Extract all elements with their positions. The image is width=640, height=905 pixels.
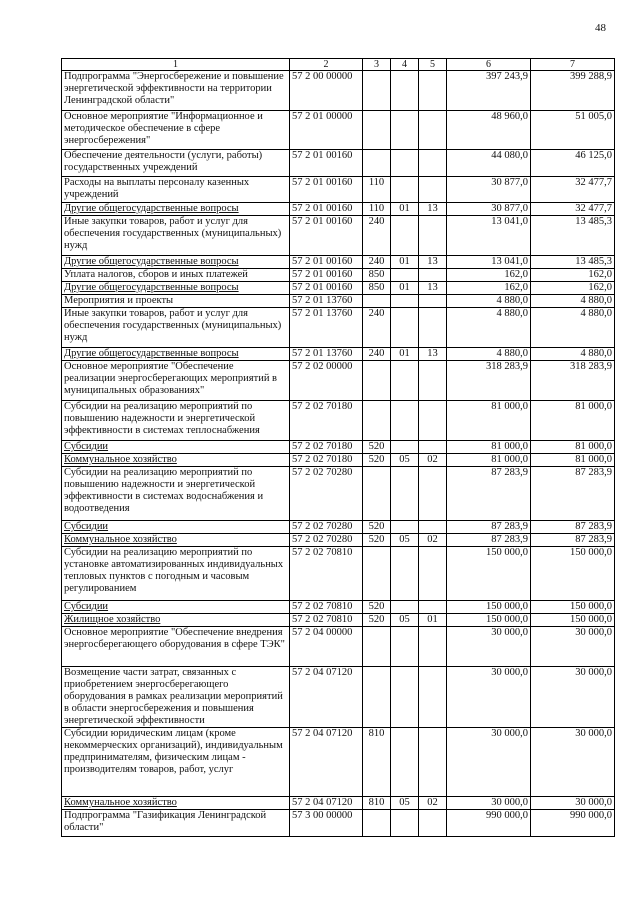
row-code: 57 2 04 07120	[290, 797, 363, 810]
row-name: Другие общегосударственные вопросы	[62, 282, 290, 295]
table-row	[62, 534, 615, 547]
table-row	[62, 177, 615, 203]
row-subsection	[419, 150, 447, 177]
budget-table	[61, 58, 615, 837]
row-expense-type: 520	[363, 534, 391, 547]
row-expense-type: 520	[363, 601, 391, 614]
row-amount-year-2: 46 125,0	[531, 150, 615, 177]
row-amount-year-1: 150 000,0	[447, 547, 531, 601]
table-row	[62, 547, 615, 601]
row-section: 01	[391, 282, 419, 295]
row-amount-year-2: 150 000,0	[531, 614, 615, 627]
row-section	[391, 728, 419, 797]
table-row	[62, 295, 615, 308]
row-name: Иные закупки товаров, работ и услуг для обеспечения государственных (муниципальных) нужд	[62, 308, 290, 348]
row-amount-year-1: 162,0	[447, 269, 531, 282]
row-amount-year-2: 399 288,9	[531, 71, 615, 111]
row-name: Субсидии на реализацию мероприятий по повышению надежности и энергетической эффективности в системах теплоснабжения	[62, 401, 290, 441]
row-amount-year-2: 150 000,0	[531, 547, 615, 601]
row-code: 57 2 02 70180	[290, 454, 363, 467]
row-name: Расходы на выплаты персоналу казенных учреждений	[62, 177, 290, 203]
row-amount-year-2: 150 000,0	[531, 601, 615, 614]
row-name: Субсидии	[62, 441, 290, 454]
table-row	[62, 797, 615, 810]
table-row	[62, 256, 615, 269]
row-name: Другие общегосударственные вопросы	[62, 348, 290, 361]
row-code: 57 2 01 00160	[290, 203, 363, 216]
row-code: 57 2 02 70180	[290, 401, 363, 441]
row-amount-year-2: 162,0	[531, 269, 615, 282]
row-name: Возмещение части затрат, связанных с приобретением энергосберегающего оборудования в рамках реализации мероприятий в области энергосбережения и повышения энергетической эффективности	[62, 667, 290, 728]
row-section: 01	[391, 256, 419, 269]
row-subsection	[419, 627, 447, 667]
row-expense-type	[363, 361, 391, 401]
page-number: 48	[595, 22, 606, 34]
row-amount-year-1: 30 877,0	[447, 203, 531, 216]
row-amount-year-2: 30 000,0	[531, 728, 615, 797]
row-amount-year-2: 4 880,0	[531, 295, 615, 308]
row-section: 05	[391, 797, 419, 810]
row-section	[391, 627, 419, 667]
table-row	[62, 441, 615, 454]
row-amount-year-2: 32 477,7	[531, 203, 615, 216]
header-col-3: 3	[363, 59, 391, 71]
table-row	[62, 111, 615, 150]
row-amount-year-2: 13 485,3	[531, 216, 615, 256]
row-subsection: 13	[419, 203, 447, 216]
row-subsection: 02	[419, 454, 447, 467]
row-name: Коммунальное хозяйство	[62, 797, 290, 810]
row-subsection	[419, 71, 447, 111]
table-row	[62, 348, 615, 361]
row-code: 57 2 02 70280	[290, 467, 363, 521]
table-row	[62, 454, 615, 467]
table-row	[62, 203, 615, 216]
row-name: Подпрограмма "Газификация Ленинградской области"	[62, 810, 290, 837]
row-code: 57 2 02 70810	[290, 547, 363, 601]
row-amount-year-1: 81 000,0	[447, 441, 531, 454]
row-code: 57 2 02 70180	[290, 441, 363, 454]
row-code: 57 2 01 00160	[290, 256, 363, 269]
row-code: 57 2 01 00160	[290, 216, 363, 256]
row-section	[391, 401, 419, 441]
row-expense-type	[363, 71, 391, 111]
row-expense-type: 240	[363, 216, 391, 256]
row-code: 57 2 01 00160	[290, 282, 363, 295]
row-amount-year-2: 30 000,0	[531, 627, 615, 667]
table-row	[62, 308, 615, 348]
row-expense-type: 810	[363, 797, 391, 810]
row-section	[391, 111, 419, 150]
row-amount-year-1: 4 880,0	[447, 308, 531, 348]
row-expense-type	[363, 150, 391, 177]
row-subsection	[419, 728, 447, 797]
row-code: 57 2 01 00160	[290, 150, 363, 177]
row-section	[391, 810, 419, 837]
row-expense-type: 850	[363, 282, 391, 295]
row-subsection	[419, 401, 447, 441]
row-name: Обеспечение деятельности (услуги, работы) государственных учреждений	[62, 150, 290, 177]
row-section	[391, 521, 419, 534]
row-amount-year-2: 318 283,9	[531, 361, 615, 401]
row-name: Субсидии на реализацию мероприятий по установке автоматизированных индивидуальных тепловых пунктов с погодным и часовым регулированием	[62, 547, 290, 601]
row-section	[391, 467, 419, 521]
row-section	[391, 308, 419, 348]
header-col-6: 6	[447, 59, 531, 71]
header-row	[62, 59, 615, 71]
row-amount-year-1: 81 000,0	[447, 454, 531, 467]
table-row	[62, 216, 615, 256]
row-expense-type	[363, 810, 391, 837]
row-amount-year-1: 30 000,0	[447, 627, 531, 667]
header-col-7: 7	[531, 59, 615, 71]
row-section	[391, 71, 419, 111]
table-row	[62, 282, 615, 295]
table-row	[62, 810, 615, 837]
row-code: 57 2 02 70810	[290, 601, 363, 614]
row-name: Субсидии на реализацию мероприятий по повышению надежности и энергетической эффективности в системах водоснабжения и водоотведения	[62, 467, 290, 521]
row-expense-type: 520	[363, 441, 391, 454]
row-section	[391, 441, 419, 454]
row-amount-year-1: 13 041,0	[447, 256, 531, 269]
row-expense-type: 520	[363, 521, 391, 534]
row-code: 57 2 02 70280	[290, 521, 363, 534]
row-amount-year-2: 13 485,3	[531, 256, 615, 269]
row-amount-year-1: 30 000,0	[447, 667, 531, 728]
row-section	[391, 547, 419, 601]
row-section	[391, 295, 419, 308]
row-section: 05	[391, 534, 419, 547]
row-amount-year-1: 81 000,0	[447, 401, 531, 441]
row-amount-year-1: 30 877,0	[447, 177, 531, 203]
row-expense-type: 850	[363, 269, 391, 282]
row-name: Мероприятия и проекты	[62, 295, 290, 308]
row-amount-year-2: 87 283,9	[531, 534, 615, 547]
row-subsection	[419, 441, 447, 454]
row-section	[391, 216, 419, 256]
row-amount-year-1: 4 880,0	[447, 295, 531, 308]
row-amount-year-1: 318 283,9	[447, 361, 531, 401]
table-row	[62, 728, 615, 797]
row-name: Субсидии	[62, 521, 290, 534]
row-amount-year-1: 4 880,0	[447, 348, 531, 361]
row-section	[391, 150, 419, 177]
row-code: 57 2 01 00160	[290, 177, 363, 203]
row-subsection	[419, 601, 447, 614]
header-col-1: 1	[62, 59, 290, 71]
row-code: 57 2 02 70280	[290, 534, 363, 547]
row-code: 57 2 04 07120	[290, 728, 363, 797]
table-row	[62, 150, 615, 177]
row-code: 57 2 02 00000	[290, 361, 363, 401]
row-expense-type: 240	[363, 308, 391, 348]
row-section: 01	[391, 348, 419, 361]
table-row	[62, 627, 615, 667]
row-amount-year-2: 30 000,0	[531, 667, 615, 728]
row-section: 01	[391, 203, 419, 216]
row-expense-type	[363, 295, 391, 308]
header-col-4: 4	[391, 59, 419, 71]
row-subsection	[419, 111, 447, 150]
row-name: Подпрограмма "Энергосбережение и повышение энергетической эффективности на территории Ленинградской области"	[62, 71, 290, 111]
row-code: 57 2 02 70810	[290, 614, 363, 627]
row-name: Основное мероприятие "Обеспечение реализации энергосберегающих мероприятий в муниципальных образованиях"	[62, 361, 290, 401]
row-code: 57 2 01 13760	[290, 348, 363, 361]
row-amount-year-1: 30 000,0	[447, 797, 531, 810]
row-name: Субсидии	[62, 601, 290, 614]
row-amount-year-1: 87 283,9	[447, 467, 531, 521]
row-code: 57 2 01 13760	[290, 308, 363, 348]
row-subsection: 02	[419, 534, 447, 547]
row-amount-year-2: 81 000,0	[531, 401, 615, 441]
row-expense-type: 110	[363, 203, 391, 216]
row-subsection	[419, 467, 447, 521]
row-amount-year-2: 81 000,0	[531, 441, 615, 454]
row-name: Другие общегосударственные вопросы	[62, 256, 290, 269]
table-row	[62, 269, 615, 282]
row-code: 57 2 04 07120	[290, 667, 363, 728]
row-name: Другие общегосударственные вопросы	[62, 203, 290, 216]
row-code: 57 2 01 00000	[290, 111, 363, 150]
row-name: Уплата налогов, сборов и иных платежей	[62, 269, 290, 282]
row-expense-type: 520	[363, 454, 391, 467]
row-amount-year-1: 990 000,0	[447, 810, 531, 837]
table-row	[62, 601, 615, 614]
row-subsection	[419, 295, 447, 308]
row-amount-year-1: 30 000,0	[447, 728, 531, 797]
row-subsection	[419, 521, 447, 534]
row-amount-year-2: 162,0	[531, 282, 615, 295]
row-amount-year-2: 87 283,9	[531, 521, 615, 534]
row-name: Основное мероприятие "Информационное и методическое обеспечение в сфере энергосбережения"	[62, 111, 290, 150]
row-amount-year-1: 150 000,0	[447, 614, 531, 627]
header-col-2: 2	[290, 59, 363, 71]
row-subsection	[419, 547, 447, 601]
row-subsection	[419, 269, 447, 282]
row-amount-year-1: 162,0	[447, 282, 531, 295]
row-expense-type: 810	[363, 728, 391, 797]
row-amount-year-1: 87 283,9	[447, 534, 531, 547]
table-row	[62, 467, 615, 521]
table-row	[62, 401, 615, 441]
table-row	[62, 361, 615, 401]
row-code: 57 3 00 00000	[290, 810, 363, 837]
row-expense-type	[363, 401, 391, 441]
row-amount-year-1: 150 000,0	[447, 601, 531, 614]
row-amount-year-2: 990 000,0	[531, 810, 615, 837]
row-subsection	[419, 667, 447, 728]
row-name: Коммунальное хозяйство	[62, 454, 290, 467]
row-name: Жилищное хозяйство	[62, 614, 290, 627]
row-expense-type: 240	[363, 256, 391, 269]
row-section	[391, 361, 419, 401]
row-amount-year-2: 32 477,7	[531, 177, 615, 203]
row-amount-year-2: 30 000,0	[531, 797, 615, 810]
row-amount-year-1: 87 283,9	[447, 521, 531, 534]
row-amount-year-1: 397 243,9	[447, 71, 531, 111]
row-expense-type	[363, 111, 391, 150]
row-section: 05	[391, 454, 419, 467]
row-subsection: 01	[419, 614, 447, 627]
row-code: 57 2 00 00000	[290, 71, 363, 111]
row-section	[391, 667, 419, 728]
table-row	[62, 71, 615, 111]
row-name: Субсидии юридическим лицам (кроме некоммерческих организаций), индивидуальным предпринимателям, физическим лицам - производителям товаров, работ, услуг	[62, 728, 290, 797]
table-row	[62, 614, 615, 627]
row-subsection: 13	[419, 256, 447, 269]
row-expense-type	[363, 667, 391, 728]
row-subsection	[419, 308, 447, 348]
row-section	[391, 269, 419, 282]
row-name: Коммунальное хозяйство	[62, 534, 290, 547]
row-amount-year-1: 48 960,0	[447, 111, 531, 150]
row-amount-year-1: 13 041,0	[447, 216, 531, 256]
row-amount-year-2: 51 005,0	[531, 111, 615, 150]
row-code: 57 2 01 00160	[290, 269, 363, 282]
row-expense-type: 520	[363, 614, 391, 627]
row-amount-year-2: 4 880,0	[531, 348, 615, 361]
row-expense-type: 110	[363, 177, 391, 203]
row-amount-year-2: 81 000,0	[531, 454, 615, 467]
row-section: 05	[391, 614, 419, 627]
row-subsection: 13	[419, 348, 447, 361]
row-expense-type	[363, 547, 391, 601]
row-amount-year-2: 4 880,0	[531, 308, 615, 348]
row-subsection: 13	[419, 282, 447, 295]
row-expense-type	[363, 627, 391, 667]
row-subsection: 02	[419, 797, 447, 810]
row-subsection	[419, 216, 447, 256]
header-col-5: 5	[419, 59, 447, 71]
row-subsection	[419, 810, 447, 837]
row-expense-type	[363, 467, 391, 521]
row-section	[391, 601, 419, 614]
row-section	[391, 177, 419, 203]
row-amount-year-1: 44 080,0	[447, 150, 531, 177]
row-code: 57 2 04 00000	[290, 627, 363, 667]
row-subsection	[419, 361, 447, 401]
table-row	[62, 521, 615, 534]
row-name: Иные закупки товаров, работ и услуг для обеспечения государственных (муниципальных) нужд	[62, 216, 290, 256]
row-code: 57 2 01 13760	[290, 295, 363, 308]
row-amount-year-2: 87 283,9	[531, 467, 615, 521]
table-row	[62, 667, 615, 728]
row-name: Основное мероприятие "Обеспечение внедрения энергосберегающего оборудования в сфере ТЭК"	[62, 627, 290, 667]
row-expense-type: 240	[363, 348, 391, 361]
row-subsection	[419, 177, 447, 203]
